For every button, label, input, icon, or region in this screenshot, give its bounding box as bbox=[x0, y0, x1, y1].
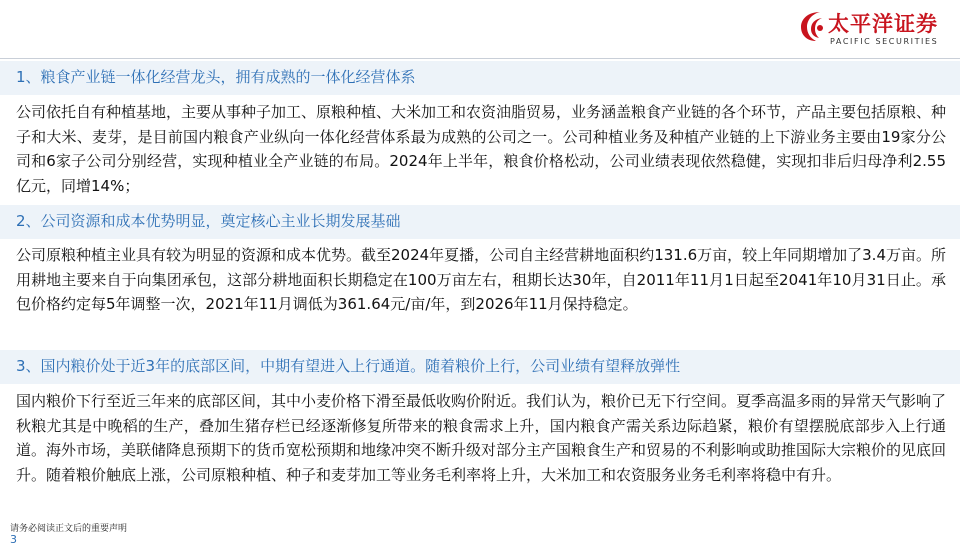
footer-disclaimer: 请务必阅读正文后的重要声明 bbox=[10, 524, 128, 534]
section-heading-bar-2 bbox=[0, 205, 960, 239]
section-title-3: 3、国内粮价处于近3年的底部区间，中期有望进入上行通道。随着粮价上行，公司业绩有望释放弹性 bbox=[16, 357, 681, 375]
section-body-2: 公司原粮种植主业具有较为明显的资源和成本优势。截至2024年夏播，公司自主经营耕地面积约131.6万亩，较上年同期增加了3.4万亩。所用耕地主要来自于向集团承包，这部分耕地面积长期稳定在100万亩左右，租期长达30年，自2011年11月1日起至2041年10月31日止。承包价格约定每5年调整一次，2021年11月调低为361.64元/亩/年，到2026年11月保持稳定。 bbox=[16, 246, 946, 313]
page-number: 3 bbox=[10, 533, 17, 546]
header-divider bbox=[0, 58, 960, 59]
brand-name-en: PACIFIC SECURITIES bbox=[830, 37, 939, 46]
section-heading-bar-3 bbox=[0, 350, 960, 384]
brand-logo bbox=[798, 6, 948, 50]
page-header bbox=[0, 0, 960, 58]
pacific-logo-icon bbox=[798, 8, 826, 44]
section-title-2: 2、公司资源和成本优势明显，奠定核心主业长期发展基础 bbox=[16, 212, 401, 230]
section-body-1: 公司依托自有种植基地，主要从事种子加工、原粮种植、大米加工和农资油脂贸易，业务涵盖粮食产业链的各个环节，产品主要包括原粮、种子和大米、麦芽，是目前国内粮食产业纵向一体化经营体系最为成熟的公司之一。公司种植业务及种植产业链的上下游业务主要由19家分公司和6家子公司分别经营，实现种植业全产业链的布局。2024年上半年，粮食价格松动，公司业绩表现依然稳健，实现扣非后归母净利2.55亿元，同增14%； bbox=[16, 103, 947, 195]
section-heading-bar-1 bbox=[0, 61, 960, 95]
section-title-1: 1、粮食产业链一体化经营龙头，拥有成熟的一体化经营体系 bbox=[16, 68, 416, 86]
brand-name-cn: 太平洋证券 bbox=[828, 12, 938, 36]
section-body-3: 国内粮价下行至近三年来的底部区间，其中小麦价格下滑至最低收购价附近。我们认为，粮价已无下行空间。夏季高温多雨的异常天气影响了秋粮尤其是中晚稻的生产，叠加生猪存栏已经逐渐修复所带来的粮食需求上升，国内粮食产需关系边际趋紧，粮价有望摆脱底部步入上行通道。海外市场，美联储降息预期下的货币宽松预期和地缘冲突不断升级对部分主产国粮食生产和贸易的不利影响或助推国际大宗粮价的见底回升。随着粮价触底上涨，公司原粮种植、种子和麦芽加工等业务毛利率将上升，大米加工和农资服务业务毛利率将稳中有升。 bbox=[16, 392, 947, 484]
